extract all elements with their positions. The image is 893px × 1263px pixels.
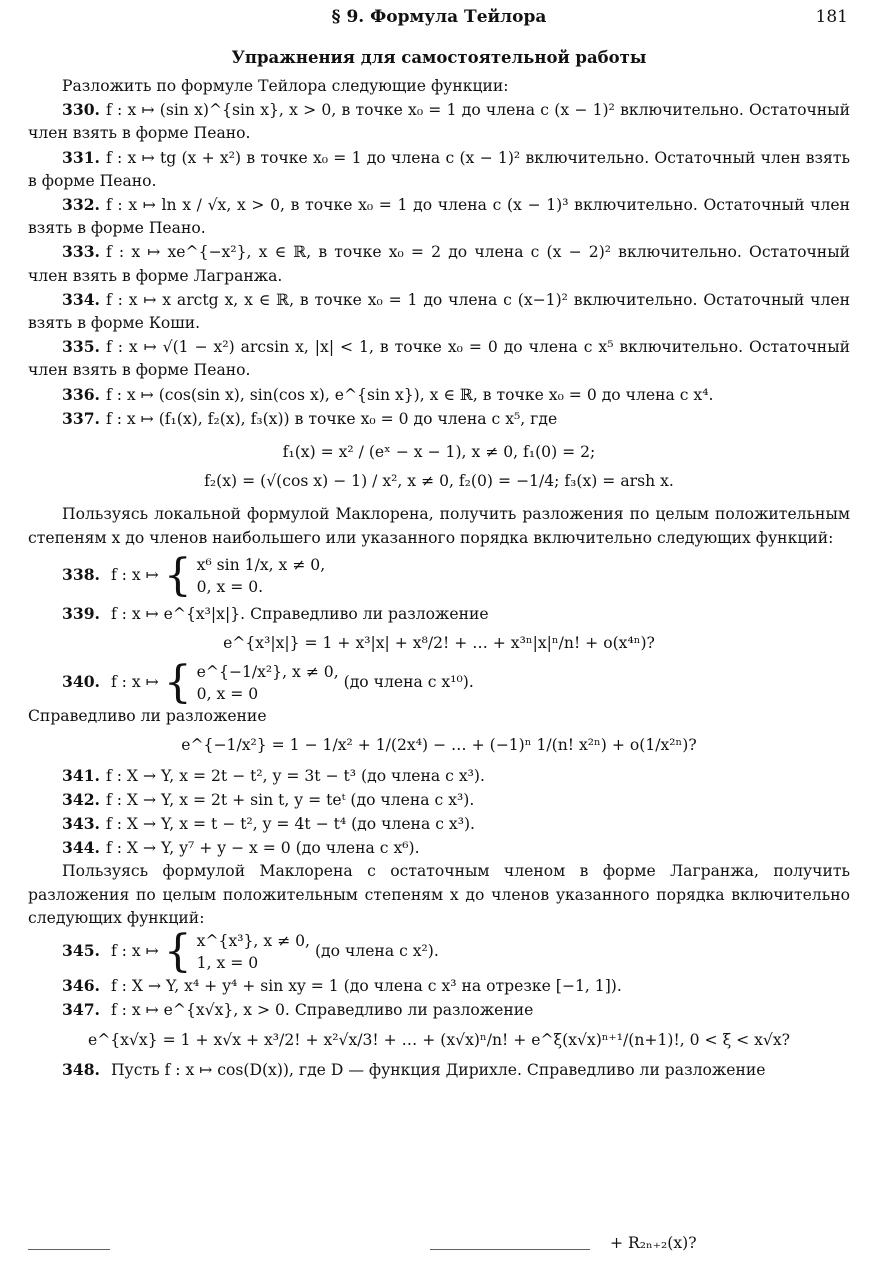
case-line: 1, x = 0 — [196, 954, 259, 973]
problem-number: 343. — [62, 814, 100, 834]
exercises-body — [28, 75, 850, 1082]
problem-text: f : x ↦ xe^{−x²}, x ∈ ℝ, в точке x₀ = 2 до члена с (x − 2)² включительно. Остаточный член взять в форме Лагранжа. — [28, 243, 850, 285]
problem-item — [28, 383, 850, 407]
problem-347 — [28, 998, 850, 1022]
problem-340 — [28, 657, 850, 709]
problem-item — [28, 288, 850, 335]
problem-338 — [28, 549, 850, 601]
left-brace: { — [163, 926, 192, 978]
problem-346 — [28, 974, 850, 998]
left-brace: { — [163, 657, 192, 709]
problem-number: 346. — [62, 976, 100, 996]
section-title: § 9. Формула Тейлора — [331, 7, 547, 27]
problem-number: 339. — [62, 603, 100, 623]
case-line: e^{−1/x²}, x ≠ 0, — [196, 663, 339, 682]
problem-item — [28, 764, 850, 788]
intro-maclaurin: Пользуясь локальной формулой Маклорена, получить разложения по целым положительным степеням x до членов наибольшего или указанного порядка включительно следующих функций: — [28, 505, 850, 547]
equation-337-f2: f₂(x) = (√(cos x) − 1) / x², x ≠ 0, f₂(0) = −1/4; f₃(x) = arsh x. — [204, 472, 674, 491]
problem-item — [28, 240, 850, 287]
exercises-title: Упражнения для самостоятельной работы — [231, 48, 647, 67]
problem-tail: (до члена с x¹⁰). — [343, 673, 474, 692]
problem-339 — [28, 602, 850, 626]
problem-list-taylor — [28, 98, 850, 431]
problem-number: 345. — [62, 941, 100, 961]
problem-text: f : X → Y, x = t − t², y = 4t − t⁴ (до члена с x³). — [105, 815, 475, 834]
problem-number: 335. — [62, 337, 100, 357]
case-line: 0, x = 0 — [196, 685, 259, 704]
problem-number: 337. — [62, 408, 100, 428]
remainder-term: + R₂ₙ₊₂(x)? — [610, 1234, 697, 1252]
problem-348 — [28, 1058, 850, 1082]
intro-taylor: Разложить по формуле Тейлора следующие функции: — [62, 77, 509, 95]
problem-lead: f : x ↦ — [110, 565, 159, 584]
book-page — [28, 0, 850, 1263]
problem-item — [28, 335, 850, 382]
problem-number: 340. — [62, 672, 100, 692]
problem-text: f : x ↦ ln x / √x, x > 0, в точке x₀ = 1 до члена с (x − 1)³ включительно. Остаточный член взять в форме Пеано. — [28, 196, 850, 238]
problem-text: f : x ↦ x arctg x, x ∈ ℝ, в точке x₀ = 1 до члена с (x−1)² включительно. Остаточный член взять в форме Коши. — [28, 290, 850, 333]
problem-number: 347. — [62, 1000, 100, 1020]
problem-text: f : x ↦ tg (x + x²) в точке x₀ = 1 до члена с (x − 1)² включительно. Остаточный член взять в форме Пеано. — [28, 148, 850, 190]
problem-number: 330. — [62, 100, 100, 120]
equation-339: e^{x³|x|} = 1 + x³|x| + x⁸/2! + … + x³ⁿ|x|ⁿ/n! + o(x⁴ⁿ)? — [223, 634, 655, 653]
problem-lead: f : x ↦ — [110, 673, 159, 692]
left-brace: { — [163, 549, 192, 601]
problem-number: 331. — [62, 147, 100, 167]
problem-number: 344. — [62, 838, 100, 858]
page-footer — [28, 1234, 850, 1262]
problem-number: 342. — [62, 789, 100, 809]
problem-text: f : x ↦ e^{x³|x|}. Справедливо ли разложение — [110, 604, 489, 623]
problem-345 — [28, 926, 850, 978]
footer-link-line[interactable] — [28, 1249, 110, 1250]
problem-item — [28, 788, 850, 812]
problem-number: 348. — [62, 1059, 100, 1079]
problem-number: 334. — [62, 289, 100, 309]
problem-text: f : X → Y, x = 2t − t², y = 3t − t³ (до члена с x³). — [105, 766, 485, 785]
problem-tail: (до члена с x²). — [314, 942, 439, 961]
equation-347: e^{x√x} = 1 + x√x + x³/2! + x²√x/3! + … + (x√x)ⁿ/n! + e^ξ(x√x)ⁿ⁺¹/(n+1)!, 0 < ξ < x√x? — [87, 1030, 791, 1049]
problem-list-implicit — [28, 764, 850, 861]
problem-item — [28, 146, 850, 193]
case-line: x⁶ sin 1/x, x ≠ 0, — [196, 555, 326, 574]
page-number: 181 — [815, 7, 848, 27]
problem-text: f : x ↦ (f₁(x), f₂(x), f₃(x)) в точке x₀ = 0 до члена с x⁵, где — [105, 409, 558, 428]
running-header — [28, 7, 850, 31]
problem-text: f : X → Y, x = 2t + sin t, y = teᵗ (до члена с x³). — [105, 790, 475, 809]
problem-number: 338. — [62, 564, 100, 584]
problem-text: f : x ↦ √(1 − x²) arcsin x, |x| < 1, в точке x₀ = 0 до члена с x⁵ включительно. Остаточный член взять в форме Пеано. — [28, 338, 850, 380]
case-line: x^{x³}, x ≠ 0, — [196, 932, 310, 951]
problem-number: 332. — [62, 195, 100, 215]
problem-item — [28, 98, 850, 145]
problem-text: Пусть f : x ↦ cos(D(x)), где D — функция Дирихле. Справедливо ли разложение — [110, 1060, 766, 1079]
equation-337-f1: f₁(x) = x² / (eˣ − x − 1), x ≠ 0, f₁(0) = 2; — [282, 443, 596, 462]
problem-number: 341. — [62, 765, 100, 785]
equation-340: e^{−1/x²} = 1 − 1/x² + 1/(2x⁴) − … + (−1)ⁿ 1/(n! x²ⁿ) + o(1/x²ⁿ)? — [181, 736, 697, 755]
footer-link-line[interactable] — [430, 1249, 590, 1250]
problem-text: f : x ↦ e^{x√x}, x > 0. Справедливо ли разложение — [110, 1001, 534, 1020]
problem-text: f : x ↦ (sin x)^{sin x}, x > 0, в точке x₀ = 1 до члена с (x − 1)² включительно. Остаточный член взять в форме Пеано. — [28, 101, 850, 143]
problem-item — [28, 836, 850, 860]
problem-item — [28, 812, 850, 836]
problem-number: 336. — [62, 384, 100, 404]
problem-number: 333. — [62, 242, 100, 262]
intro-lagrange: Пользуясь формулой Маклорена с остаточным членом в форме Лагранжа, получить разложения по целым положительным степеням x до членов указанного порядка включительно следующих функций: — [28, 862, 850, 927]
question-340: Справедливо ли разложение — [28, 707, 267, 726]
problem-item — [28, 407, 850, 431]
piecewise-cases — [197, 930, 310, 974]
piecewise-cases — [197, 554, 326, 598]
problem-text: f : X → Y, x⁴ + y⁴ + sin xy = 1 (до члена с x³ на отрезке [−1, 1]). — [110, 977, 622, 996]
problem-item — [28, 193, 850, 240]
problem-lead: f : x ↦ — [110, 942, 159, 961]
problem-text: f : X → Y, y⁷ + y − x = 0 (до члена с x⁶). — [105, 839, 420, 858]
piecewise-cases — [197, 661, 339, 705]
case-line: 0, x = 0. — [196, 577, 264, 596]
problem-text: f : x ↦ (cos(sin x), sin(cos x), e^{sin x}), x ∈ ℝ, в точке x₀ = 0 до члена с x⁴. — [105, 385, 714, 404]
